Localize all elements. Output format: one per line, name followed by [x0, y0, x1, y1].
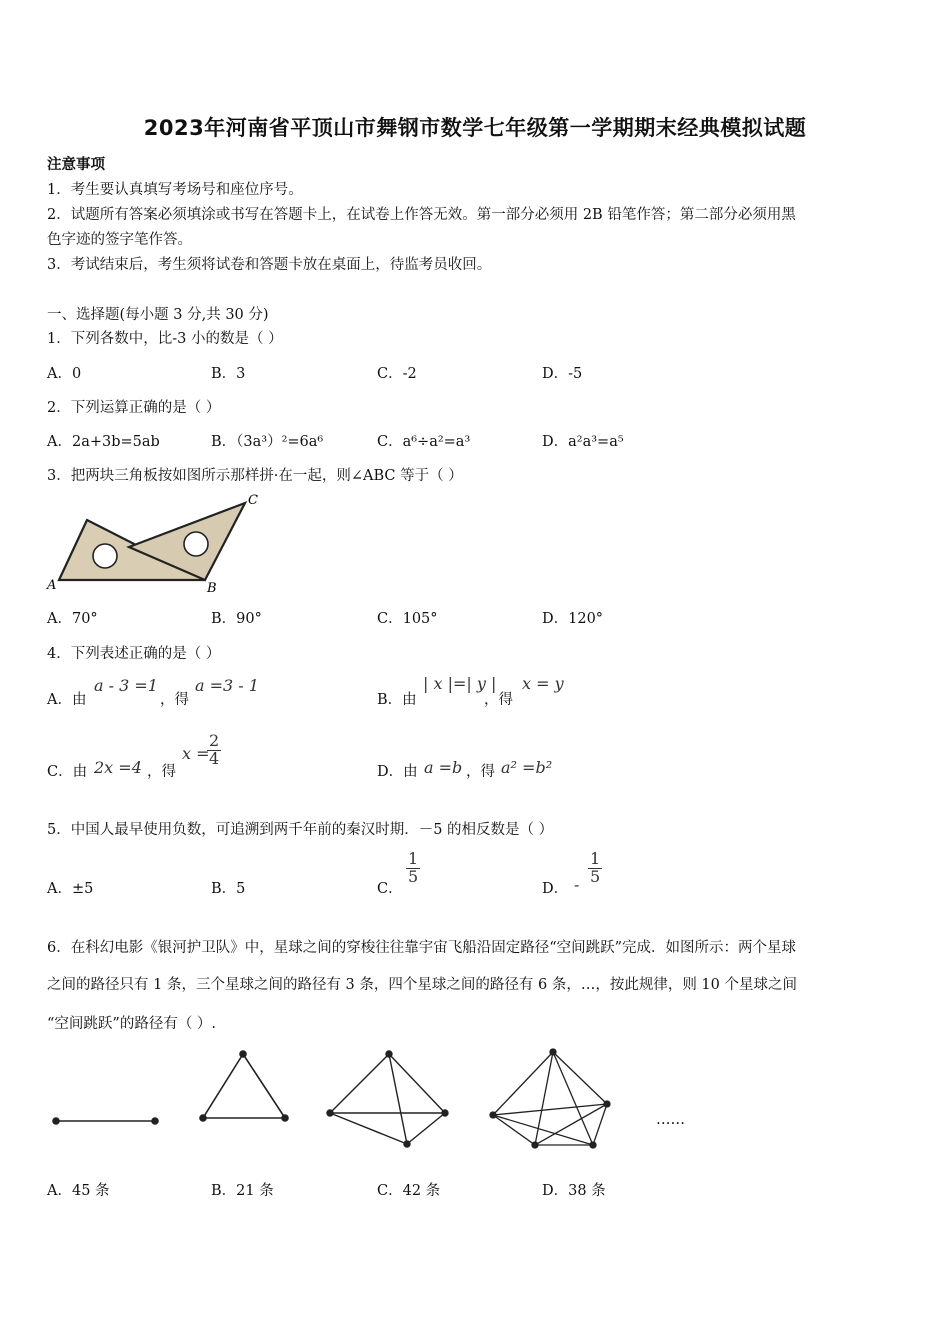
q1-option-c: C．-2	[377, 366, 417, 382]
q4-option-c-denominator: 4	[209, 748, 220, 768]
notice-item-2a: 2．试题所有答案必须填涂或书写在答题卡上，在试卷上作答无效。第一部分必须用 2B 铅笔作答；第二部分必须用黑	[47, 207, 796, 223]
q6-stem-line-2: 之间的路径只有 1 条，三个星球之间的路径有 3 条，四个星球之间的路径有 6 条，…，按此规律，则 10 个星球之间	[47, 977, 797, 993]
q5-option-c-denominator: 5	[408, 866, 419, 886]
q6-graph-5-points	[490, 1049, 610, 1148]
q4-option-b-premise: | x |=| y |	[423, 674, 497, 693]
q4-option-d-result: a² =b²	[501, 758, 553, 777]
q6-option-c: C．42 条	[377, 1183, 441, 1199]
q2-stem: 2．下列运算正确的是（ ）	[47, 400, 221, 416]
q1-option-b: B．3	[211, 366, 246, 382]
q4-option-c-premise: 2x =4	[94, 758, 142, 777]
section-heading: 一、选择题(每小题 3 分,共 30 分)	[47, 307, 269, 323]
q4-option-a-prefix: A．由	[47, 692, 87, 708]
q4-option-c-therefore: ，得	[147, 764, 176, 780]
q3-label-a: A	[47, 578, 57, 593]
q4-option-c-prefix: C．由	[47, 764, 88, 780]
q4-option-a-premise: a - 3 =1	[94, 676, 158, 695]
notice-item-2b: 色字迹的签字笔作答。	[47, 232, 192, 248]
q1-stem: 1．下列各数中，比-3 小的数是（ ）	[47, 331, 283, 347]
q4-option-a-result: a =3 - 1	[195, 676, 259, 695]
q1-option-a: A．0	[47, 366, 82, 382]
q4-option-b-therefore: ，得	[484, 692, 513, 708]
q6-option-b: B．21 条	[211, 1183, 274, 1199]
q3-option-b: B．90°	[211, 611, 262, 627]
q2-option-b: B．（3a³）²=6a⁶	[211, 434, 324, 450]
q5-option-d-numerator: 1	[590, 849, 601, 868]
q3-option-d: D．120°	[542, 611, 604, 627]
q6-ellipsis: ……	[656, 1112, 685, 1128]
q3-option-a: A．70°	[47, 611, 98, 627]
q4-option-b-prefix: B．由	[377, 692, 417, 708]
q3-stem: 3．把两块三角板按如图所示那样拼·在一起，则∠ABC 等于（ ）	[47, 468, 463, 484]
page-title: 2023年河南省平顶山市舞钢市数学七年级第一学期期末经典模拟试题	[143, 116, 807, 140]
q4-option-d-premise: a =b	[424, 758, 463, 777]
q5-option-a: A．±5	[47, 881, 94, 897]
q6-graph-2-points	[53, 1118, 158, 1124]
q3-label-c: C	[248, 493, 258, 508]
q2-option-d: D．a²a³=a⁵	[542, 434, 624, 450]
q3-label-b: B	[207, 581, 217, 596]
q6-stem-line-3: “空间跳跃”的路径有（ ）.	[47, 1016, 217, 1032]
q2-option-c: C．a⁶÷a²=a³	[377, 434, 471, 450]
q4-option-d-therefore: ，得	[466, 764, 495, 780]
q5-option-d-denominator: 5	[590, 866, 601, 886]
q6-graph-3-points	[200, 1051, 288, 1121]
q5-option-d-sign: -	[574, 875, 580, 894]
q5-option-d-prefix: D．	[542, 881, 569, 897]
notice-item-3: 3．考试结束后，考生须将试卷和答题卡放在桌面上，待监考员收回。	[47, 257, 492, 273]
q1-option-d: D．-5	[542, 366, 583, 382]
q5-option-c-numerator: 1	[408, 849, 419, 868]
notice-heading: 注意事项	[47, 156, 105, 173]
q4-option-c-result-lhs: x =	[182, 744, 210, 763]
q3-option-c: C．105°	[377, 611, 438, 627]
q6-stem-line-1: 6．在科幻电影《银河护卫队》中，星球之间的穿梭往往靠宇宙飞船沿固定路径“空间跳跃”完成．如图所示：两个星球	[47, 940, 797, 956]
q6-option-d: D．38 条	[542, 1183, 606, 1199]
q2-option-a: A．2a+3b=5ab	[47, 434, 160, 450]
q5-stem: 5．中国人最早使用负数，可追溯到两千年前的秦汉时期．－5 的相反数是（ ）	[47, 822, 554, 838]
q6-option-a: A．45 条	[47, 1183, 110, 1199]
q4-option-c-numerator: 2	[209, 731, 220, 750]
q5-option-c-prefix: C．	[377, 881, 403, 897]
q4-option-b-result: x = y	[522, 674, 564, 693]
q6-graph-4-points	[327, 1051, 448, 1147]
q5-option-b: B．5	[211, 881, 246, 897]
q4-option-d-prefix: D．由	[377, 764, 418, 780]
q4-option-a-therefore: ，得	[160, 692, 189, 708]
q4-stem: 4．下列表述正确的是（ ）	[47, 646, 221, 662]
notice-item-1: 1．考生要认真填写考场号和座位序号。	[47, 182, 303, 198]
